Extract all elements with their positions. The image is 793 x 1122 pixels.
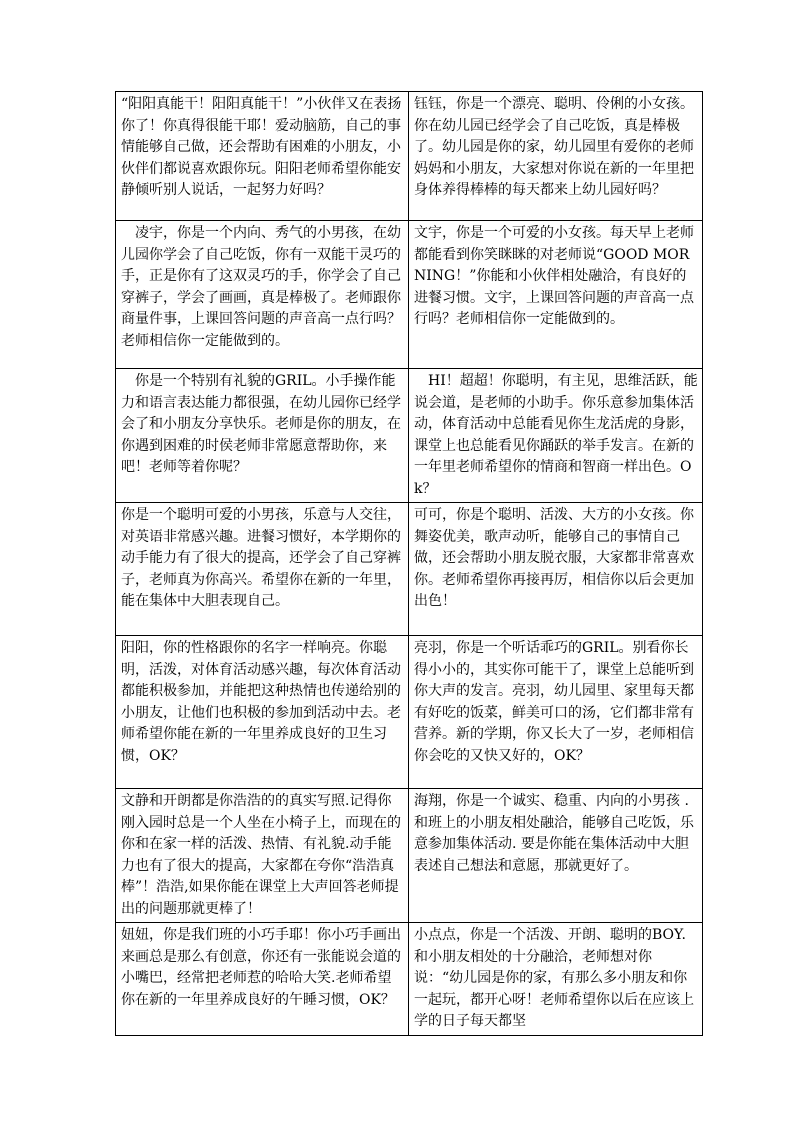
comment-cell-right: 亮羽，你是一个听话乖巧的GRIL。别看你长得小小的，其实你可能干了，课堂上总能听到你大声的发言。亮羽，幼儿园里、家里每天都有好吃的饭菜，鲜美可口的汤，它们都非常有营养。新的学期，你又长大了一岁，老师相信你会吃的又快又好的，OK？ xyxy=(409,636,703,789)
table-row xyxy=(116,92,703,221)
table-row xyxy=(116,636,703,789)
comment-cell-left: 妞妞，你是我们班的小巧手耶！你小巧手画出来画总是那么有创意，你还有一张能说会道的小嘴巴，经常把老师惹的哈哈大笑.老师希望你在新的一年里养成良好的午睡习惯，OK？ xyxy=(116,923,409,1036)
comment-cell-right: 小点点，你是一个活泼、开朗、聪明的BOY.和小朋友相处的十分融洽，老师想对你说：“幼儿园是你的家，有那么多小朋友和你一起玩，都开心呀！老师希望你以后在应该上学的日子每天都坚 xyxy=(409,923,703,1036)
comment-cell-left: 文静和开朗都是你浩浩的的真实写照.记得你刚入园时总是一个人坐在小椅子上，而现在的你和在家一样的活泼、热情、有礼貌.动手能力也有了很大的提高，大家都在夸你“浩浩真棒”！浩浩,如果你能在课堂上大声回答老师提出的问题那就更棒了！ xyxy=(116,789,409,923)
comment-cell-left: 你是一个聪明可爱的小男孩，乐意与人交往，对英语非常感兴趣。进餐习惯好，本学期你的动手能力有了很大的提高，还学会了自己穿裤子，老师真为你高兴。希望你在新的一年里，能在集体中大胆表现自己。 xyxy=(116,503,409,636)
comment-cell-right: 文宇，你是一个可爱的小女孩。每天早上老师都能看到你笑眯眯的对老师说“GOOD MORNING！”你能和小伙伴相处融洽，有良好的进餐习惯。文宇，上课回答问题的声音高一点行吗？老师相信你一定能做到的。 xyxy=(409,221,703,369)
table-row xyxy=(116,369,703,503)
table-row xyxy=(116,503,703,636)
comment-cell-right: 可可，你是个聪明、活泼、大方的小女孩。你舞姿优美，歌声动听，能够自己的事情自己做，还会帮助小朋友脱衣服，大家都非常喜欢你。老师希望你再接再厉，相信你以后会更加出色！ xyxy=(409,503,703,636)
comment-cell-left: 凌宇，你是一个内向、秀气的小男孩，在幼儿园你学会了自己吃饭，你有一双能干灵巧的手，正是你有了这双灵巧的手，你学会了自己穿裤子，学会了画画，真是棒极了。老师跟你商量件事，上课回答问题的声音高一点行吗？老师相信你一定能做到的。 xyxy=(116,221,409,369)
comments-table xyxy=(115,91,703,1036)
comment-cell-left: 你是一个特别有礼貌的GRIL。小手操作能力和语言表达能力都很强，在幼儿园你已经学会了和小朋友分享快乐。老师是你的朋友，在你遇到困难的时侯老师非常愿意帮助你，来吧！老师等着你呢？ xyxy=(116,369,409,503)
comment-cell-left: 阳阳，你的性格跟你的名字一样响亮。你聪明，活泼，对体育活动感兴趣，每次体育活动都能积极参加，并能把这种热情也传递给别的小朋友，让他们也积极的参加到活动中去。老师希望你能在新的一年里养成良好的卫生习惯，OK？ xyxy=(116,636,409,789)
table-row xyxy=(116,923,703,1036)
table-row xyxy=(116,221,703,369)
comment-cell-right: HI！超超！你聪明，有主见，思维活跃，能说会道，是老师的小助手。你乐意参加集体活动，体育活动中总能看见你生龙活虎的身影，课堂上也总能看见你踊跃的举手发言。在新的一年里老师希望你的情商和智商一样出色。Ok？ xyxy=(409,369,703,503)
comment-cell-right: 钰钰，你是一个漂亮、聪明、伶俐的小女孩。你在幼儿园已经学会了自己吃饭，真是棒极了。幼儿园是你的家，幼儿园里有爱你的老师妈妈和小朋友，大家想对你说在新的一年里把身体养得棒棒的每天都来上幼儿园好吗？ xyxy=(409,92,703,221)
comment-cell-left: “阳阳真能干！阳阳真能干！”小伙伴又在表扬你了！你真得很能干耶！爱动脑筋，自己的事情能够自己做，还会帮助有困难的小朋友，小伙伴们都说喜欢跟你玩。阳阳老师希望你能安静倾听别人说话，一起努力好吗？ xyxy=(116,92,409,221)
table-row xyxy=(116,789,703,923)
comment-cell-right: 海翔，你是一个诚实、稳重、内向的小男孩 .和班上的小朋友相处融洽，能够自己吃饭，乐意参加集体活动. 要是你能在集体活动中大胆表述自己想法和意愿，那就更好了。 xyxy=(409,789,703,923)
